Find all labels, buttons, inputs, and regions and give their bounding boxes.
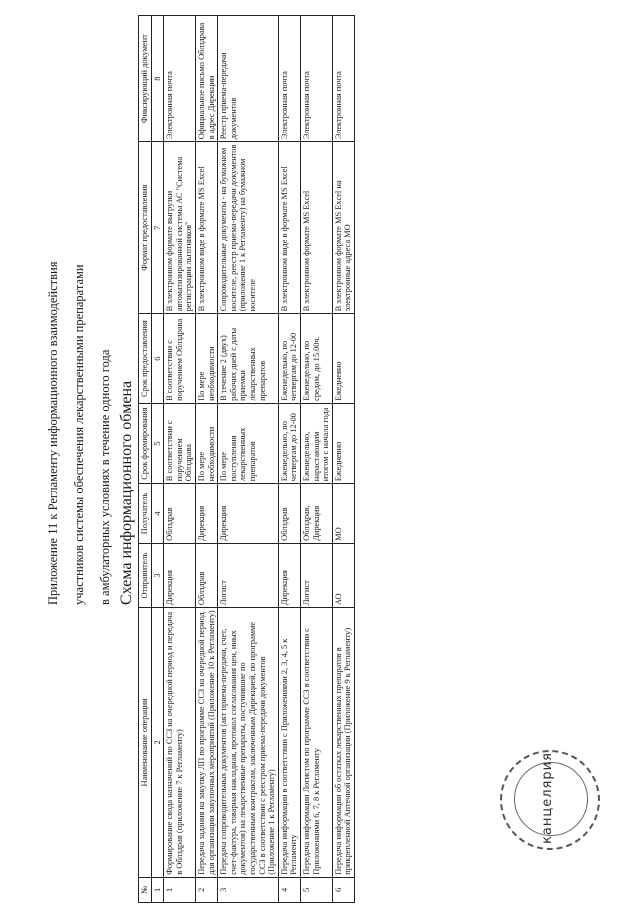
table-cell: Дирекция	[164, 543, 196, 607]
table-cell: 6	[332, 877, 354, 902]
table-cell: Электронная почта	[278, 16, 300, 142]
table-cell: АО	[332, 543, 354, 607]
col-number: 6	[151, 314, 164, 404]
table-cell: Еженедельно, нарастающим итогом с начала года	[300, 403, 332, 483]
exchange-table	[138, 15, 355, 903]
table-cell: Еженедельно, по четвергам до 12-00	[278, 403, 300, 483]
table-cell: По мере необходимости	[195, 314, 217, 404]
table-cell: В электронном формате MS Excel на электронные адреса МО	[332, 142, 354, 314]
table-cell: Реестр приема-передачи документов	[218, 16, 279, 142]
col-number: 3	[151, 543, 164, 607]
table-cell: Логист	[300, 543, 332, 607]
table-cell: Облздрав	[164, 484, 196, 544]
col-header: Получатель	[139, 484, 152, 544]
col-header: Формат предоставления	[139, 142, 152, 314]
table-cell: Формирование свода назначений по ССЗ на очередной период и передача в Облздрав (приложение 7 к Регламенту)	[164, 608, 196, 878]
table-cell: 3	[218, 877, 279, 902]
table-cell: 5	[300, 877, 332, 902]
appendix-header-line-1: Приложение 11 к Регламенту информационного взаимодействия	[46, 261, 60, 605]
col-header: №	[139, 877, 152, 902]
table-cell: Еженедельно, по четвергам до 12-00	[278, 314, 300, 404]
table-cell: Еженедельно, по средам, до 15.00ч.	[300, 314, 332, 404]
table-cell: Облздрав	[278, 484, 300, 544]
table-cell: Передача сопроводительных документов (акт приема-передачи, счет, счет-фактура, товарная накладная, протокол согласования цен, иных документов) на лекарственные препараты, поступившие по государственным контрактам, заключенным Дирекцией, по программе ССЗ в соответствии с реестром приема-передачи документов (Приложение 1 к Регламенту)	[218, 608, 279, 878]
table-row	[164, 16, 196, 903]
table-cell: В электронном виде в формате MS Excel	[278, 142, 300, 314]
table-cell: По мере необходимости	[195, 403, 217, 483]
table-cell: В течение 2 (двух) рабочих дней с даты приемки лекарственных препаратов	[218, 314, 279, 404]
table-cell: Передача информации об остатках лекарственных препаратов в прикрепленной Аптечной организации (Приложение 9 к Регламенту)	[332, 608, 354, 878]
col-header: Отправитель	[139, 543, 152, 607]
table-cell: Дирекция	[195, 484, 217, 544]
table-cell: Дирекция	[278, 543, 300, 607]
col-number: 4	[151, 484, 164, 544]
table-row	[332, 16, 354, 903]
col-header: Наименование операции	[139, 608, 152, 878]
table-cell: В электронном формате выгрузки автоматизированной системы АС "Система регистрации льготников"	[164, 142, 196, 314]
document-title: Схема информационного обмена	[118, 380, 135, 605]
table-cell: В соответствии с поручением Облздрава	[164, 403, 196, 483]
table-cell: 4	[278, 877, 300, 902]
table-cell: По мере поступления лекарственных препаратов	[218, 403, 279, 483]
column-number-row	[151, 16, 164, 903]
table-cell: Ежедневно	[332, 314, 354, 404]
table-cell: Электронная почта	[332, 16, 354, 142]
table-cell: Передача информации Логистом по программе ССЗ в соответствии с Приложениями 6, 7, 8 к Регламенту	[300, 608, 332, 878]
table-row	[218, 16, 279, 903]
table-cell: Передача задания на закупку ЛП по программе ССЗ на очередной период для организации закупочных мероприятий (Приложение 10 к Регламенту)	[195, 608, 217, 878]
col-header: Срок формирования	[139, 403, 152, 483]
col-number: 2	[151, 608, 164, 878]
appendix-header-line-3: в амбулаторных условиях в течение одного года	[98, 349, 112, 605]
table-row	[195, 16, 217, 903]
table-cell: В электронном формате MS Excel	[300, 142, 332, 314]
table-cell: Официальное письмо Облздрава в адрес Дирекции	[195, 16, 217, 142]
col-header: Фиксирующий документ	[139, 16, 152, 142]
table-cell: Логист	[218, 543, 279, 607]
table-cell: МО	[332, 484, 354, 544]
table-cell: В соответствии с поручением Облздрава	[164, 314, 196, 404]
table-header-row	[139, 16, 152, 903]
table-cell: В электронном виде в формате MS Excel	[195, 142, 217, 314]
col-number: 8	[151, 16, 164, 142]
col-header: Срок предоставления	[139, 314, 152, 404]
col-number: 1	[151, 877, 164, 902]
col-number: 5	[151, 403, 164, 483]
table-cell: Облздрав, Дирекция	[300, 484, 332, 544]
table-cell: Облздрав	[195, 543, 217, 607]
table-cell: 2	[195, 877, 217, 902]
table-cell: Сопроводительные документы - на бумажном носителе, реестр приема-передачи документов (приложение 1 к Регламенту) на бумажном носителе	[218, 142, 279, 314]
stamp-text: канцелярия	[540, 752, 555, 844]
table-cell: Ежедневно	[332, 403, 354, 483]
appendix-header-line-2: участников системы обеспечения лекарственными препаратами	[72, 264, 86, 605]
table-cell: Дирекция	[218, 484, 279, 544]
table-cell: Электронная почта	[164, 16, 196, 142]
table-row	[300, 16, 332, 903]
table-row	[278, 16, 300, 903]
col-number: 7	[151, 142, 164, 314]
table-cell: Передача информации в соответствии с Приложениями 2, 3, 4, 5 к Регламенту	[278, 608, 300, 878]
table-cell: 1	[164, 877, 196, 902]
office-stamp	[500, 750, 600, 850]
table-cell: Электронная почта	[300, 16, 332, 142]
